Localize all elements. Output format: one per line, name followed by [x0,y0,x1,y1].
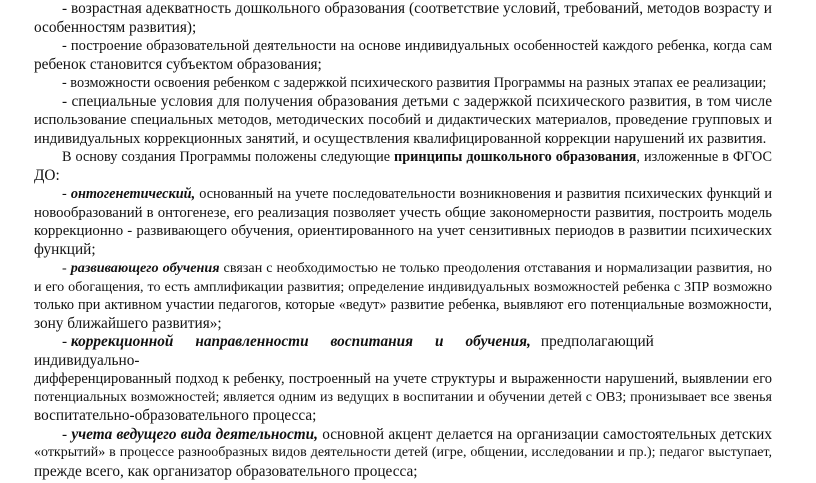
text-line: новообразований в онтогенезе, его реализация позволяет учесть общие закономерности развития, построить модель [34,204,772,221]
text-line: - специальные условия для получения образования детьми с задержкой психического развития, в том числе [62,92,772,110]
term-word: воспитания [330,333,414,351]
principles-intro-line [62,148,772,167]
text-span: основанный на учете последовательности возникновения и развития психических функций и [195,186,772,203]
text-line: индивидуально- [34,351,140,369]
principle-line [62,185,772,204]
text-line: использование специальных методов, методических пособий и дидактических материалов, проведение групповых и [34,112,772,129]
dash: - [62,333,71,351]
principle-term: развивающего обучения [70,260,220,277]
term-word: обучения, [465,333,531,351]
text-line: - возможности освоения ребенком с задержкой психического развития Программы на разных этапах ее реализации; [62,75,767,92]
principle-term: онтогенетический, [70,186,196,203]
text-span: В основу создания Программы положены следующие [62,149,395,166]
text-line: ребенок становится субъектом образования; [34,55,322,73]
text-span: предполагающий [540,333,654,351]
text-line: прежде всего, как организатор образовательного процесса; [34,463,418,480]
term-word: направленности [195,333,309,351]
term-word: и [435,333,444,351]
bold-term: принципы дошкольного образования [394,149,637,166]
dash: - [62,425,72,443]
term-word: коррекционной [70,333,174,351]
text-span: основной акцент делается на организации самостоятельных детских [317,425,772,443]
principle-line [62,426,772,445]
text-line: индивидуальных коррекционных занятий, и осуществления квалифицированной коррекции нарушений их развития. [34,130,767,147]
text-line: дифференцированный подход к ребенку, построенный на учете структуры и выраженности нарушений, выявлении его [34,371,772,388]
text-span: , изложенные в ФГОС [636,149,772,166]
text-line: функций; [34,240,96,258]
dash: - [62,186,71,203]
text-line: «открытий» в процессе разнообразных видов деятельности детей (игре, общении, исследовании и пр.); педагог выступает, [34,445,772,461]
text-line: воспитательно-образовательного процесса; [34,407,317,425]
text-line: коррекционно - развивающего обучения, ориентированного на учет сензитивных периодов в развитии психических [34,223,772,240]
text-line: ДО: [34,166,60,184]
text-span: связан с необходимостью не только преодоления отставания и нормализации развития, но [219,260,772,277]
text-line: потенциальных возможностей; является одним из ведущих в воспитании и обучении детей с ОВЗ; пронизывает все звенья [34,389,772,405]
text-line: - возрастная адекватность дошкольного образования (соответствие условий, требований, методов возрасту и [62,0,772,17]
dash: - [62,260,71,277]
principle-term: учета ведущего вида деятельности, [71,425,318,443]
principle-line [62,333,772,352]
principle-term [71,333,531,352]
principle-line [62,259,772,278]
text-line: особенностям развития); [34,18,197,36]
text-line: и его обогащения, то есть амплификации развития; определение индивидуальных возможностей ребенка с ЗПР возможно [34,278,772,295]
text-line: только при активном участии педагогов, которые «ведут» развитие ребенка, выявляют его потенциальные возможности, [34,297,772,314]
text-line: зону ближайшего развития»; [34,314,222,332]
text-line: - построение образовательной деятельности на основе индивидуальных особенностей каждого ребенка, когда сам [62,38,772,55]
